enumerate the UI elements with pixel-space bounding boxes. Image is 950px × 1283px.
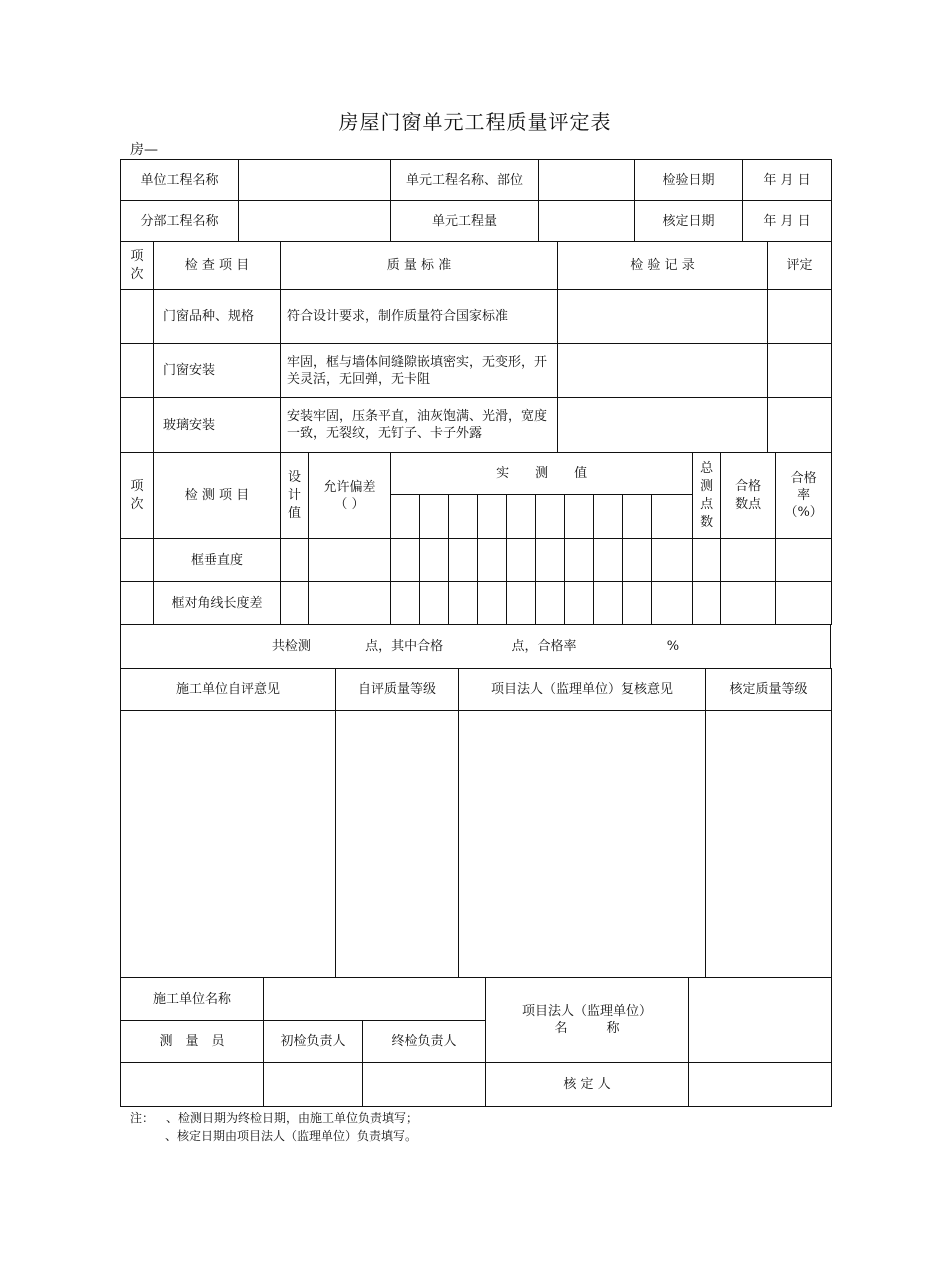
surveyor-label: 测 量 员	[121, 1021, 264, 1063]
measured-value-cell[interactable]	[594, 582, 623, 625]
owner-opinion-header: 项目法人（监理单位）复核意见	[459, 669, 706, 711]
measured-header-cell	[623, 495, 652, 539]
inspection-record-cell[interactable]	[558, 398, 768, 453]
table-row	[121, 344, 832, 398]
approver-signature[interactable]	[689, 1063, 832, 1107]
inspection-date-label: 检验日期	[635, 160, 743, 201]
measured-value-cell[interactable]	[420, 582, 449, 625]
approval-date-field[interactable]: 年 月 日	[743, 201, 832, 242]
table-row	[121, 398, 832, 453]
approver-label: 核 定 人	[486, 1063, 689, 1107]
approved-grade-header: 核定质量等级	[706, 669, 832, 711]
measured-value-cell[interactable]	[449, 539, 478, 582]
design-value-cell[interactable]	[281, 539, 309, 582]
signature-table	[120, 977, 832, 1107]
contractor-name-label: 施工单位名称	[121, 978, 264, 1021]
measured-value-cell[interactable]	[565, 539, 594, 582]
measured-value-cell[interactable]	[623, 582, 652, 625]
evaluation-table	[120, 668, 832, 978]
unit-project-field[interactable]	[239, 160, 391, 201]
inspection-item: 门窗安装	[154, 344, 281, 398]
measured-header-cell	[507, 495, 536, 539]
self-grade-header: 自评质量等级	[336, 669, 459, 711]
quantity-label: 单元工程量	[391, 201, 539, 242]
quality-standard: 安装牢固，压条平直，油灰饱满、光滑，宽度一致，无裂纹，无钉子、卡子外露	[281, 398, 558, 453]
note-line-1: 注： 、检测日期为终检日期，由施工单位负责填写；	[130, 1111, 419, 1125]
inspection-col-item: 检 查 项 目	[154, 242, 281, 290]
inspection-col-standard: 质 量 标 准	[281, 242, 558, 290]
measured-header-cell	[652, 495, 693, 539]
measured-header-cell	[391, 495, 420, 539]
summary-rate-label: 点，合格率	[511, 639, 577, 654]
measured-value-cell[interactable]	[565, 582, 594, 625]
measured-header-cell	[536, 495, 565, 539]
table-row	[121, 582, 832, 625]
division-field[interactable]	[239, 201, 391, 242]
measure-col-measured: 实 测 值	[391, 453, 693, 495]
quality-standard: 符合设计要求，制作质量符合国家标准	[281, 290, 558, 344]
rating-cell[interactable]	[768, 344, 832, 398]
final-inspector-signature[interactable]	[363, 1063, 486, 1107]
self-opinion-field[interactable]	[121, 711, 336, 978]
measure-col-tolerance: 允许偏差 （ ）	[309, 453, 391, 539]
unit-project-label: 单位工程名称	[121, 160, 239, 201]
row-no-cell[interactable]	[121, 539, 154, 582]
surveyor-signature[interactable]	[121, 1063, 264, 1107]
tolerance-cell[interactable]	[309, 539, 391, 582]
contractor-name-field[interactable]	[264, 978, 486, 1021]
total-points-cell[interactable]	[693, 582, 721, 625]
quantity-field[interactable]	[539, 201, 635, 242]
measured-header-cell	[449, 495, 478, 539]
notes	[130, 1109, 418, 1145]
measured-value-cell[interactable]	[420, 539, 449, 582]
design-value-cell[interactable]	[281, 582, 309, 625]
measure-col-total: 总测点数	[693, 453, 721, 539]
note-line-2: 、核定日期由项目法人（监理单位）负责填写。	[165, 1129, 418, 1143]
measured-value-cell[interactable]	[536, 539, 565, 582]
summary-total-label: 共检测	[271, 639, 311, 654]
inspection-table	[120, 241, 832, 453]
table-row	[121, 539, 832, 582]
approval-date-label: 核定日期	[635, 201, 743, 242]
inspection-date-field[interactable]: 年 月 日	[743, 160, 832, 201]
measured-header-cell	[478, 495, 507, 539]
measured-header-cell	[420, 495, 449, 539]
pass-rate-cell[interactable]	[776, 582, 832, 625]
measured-value-cell[interactable]	[391, 539, 420, 582]
tolerance-cell[interactable]	[309, 582, 391, 625]
measured-value-cell[interactable]	[623, 539, 652, 582]
initial-inspector-label: 初检负责人	[264, 1021, 363, 1063]
measure-col-item: 检 测 项 目	[154, 453, 281, 539]
division-label: 分部工程名称	[121, 201, 239, 242]
form-code: 房—	[130, 142, 158, 158]
final-inspector-label: 终检负责人	[363, 1021, 486, 1063]
summary-pass-label: 点，其中合格	[365, 639, 444, 654]
measured-value-cell[interactable]	[449, 582, 478, 625]
unit-engineering-field[interactable]	[539, 160, 635, 201]
rating-cell[interactable]	[768, 290, 832, 344]
inspection-col-record: 检 验 记 录	[558, 242, 768, 290]
measure-col-pass-count: 合格数点	[721, 453, 776, 539]
total-points-cell[interactable]	[693, 539, 721, 582]
approved-grade-field[interactable]	[706, 711, 832, 978]
table-row	[121, 290, 832, 344]
measured-value-cell[interactable]	[507, 582, 536, 625]
summary-percent: %	[666, 639, 680, 654]
measure-col-design: 设计值	[281, 453, 309, 539]
self-grade-field[interactable]	[336, 711, 459, 978]
measured-header-cell	[594, 495, 623, 539]
measure-col-pass-rate: 合格率 （%）	[776, 453, 832, 539]
self-opinion-header: 施工单位自评意见	[121, 669, 336, 711]
summary-table	[120, 624, 831, 669]
row-no-cell[interactable]	[121, 290, 154, 344]
inspection-col-no: 项次	[121, 242, 154, 290]
pass-rate-cell[interactable]	[776, 539, 832, 582]
page-title: 房屋门窗单元工程质量评定表	[338, 110, 612, 134]
inspection-record-cell[interactable]	[558, 344, 768, 398]
measured-value-cell[interactable]	[507, 539, 536, 582]
unit-engineering-label: 单元工程名称、部位	[391, 160, 539, 201]
measured-value-cell[interactable]	[652, 582, 693, 625]
pass-count-cell[interactable]	[721, 582, 776, 625]
quality-standard: 牢固，框与墙体间缝隙嵌填密实，无变形，开关灵活，无回弹，无卡阻	[281, 344, 558, 398]
measured-value-cell[interactable]	[594, 539, 623, 582]
inspection-col-rating: 评定	[768, 242, 832, 290]
inspection-record-cell[interactable]	[558, 290, 768, 344]
measure-item: 框对角线长度差	[154, 582, 281, 625]
row-no-cell[interactable]	[121, 344, 154, 398]
measured-value-cell[interactable]	[478, 539, 507, 582]
inspection-item: 门窗品种、规格	[154, 290, 281, 344]
measure-col-no: 项次	[121, 453, 154, 539]
measured-value-cell[interactable]	[652, 539, 693, 582]
owner-name-field[interactable]	[689, 978, 832, 1063]
initial-inspector-signature[interactable]	[264, 1063, 363, 1107]
measure-item: 框垂直度	[154, 539, 281, 582]
owner-name-label: 项目法人（监理单位） 名 称	[486, 978, 689, 1063]
measured-value-cell[interactable]	[391, 582, 420, 625]
header-table	[120, 159, 832, 242]
row-no-cell[interactable]	[121, 398, 154, 453]
pass-count-cell[interactable]	[721, 539, 776, 582]
inspection-item: 玻璃安装	[154, 398, 281, 453]
owner-opinion-field[interactable]	[459, 711, 706, 978]
row-no-cell[interactable]	[121, 582, 154, 625]
summary-row	[121, 625, 831, 669]
measured-value-cell[interactable]	[478, 582, 507, 625]
measurement-table	[120, 452, 832, 625]
measured-value-cell[interactable]	[536, 582, 565, 625]
measured-header-cell	[565, 495, 594, 539]
rating-cell[interactable]	[768, 398, 832, 453]
